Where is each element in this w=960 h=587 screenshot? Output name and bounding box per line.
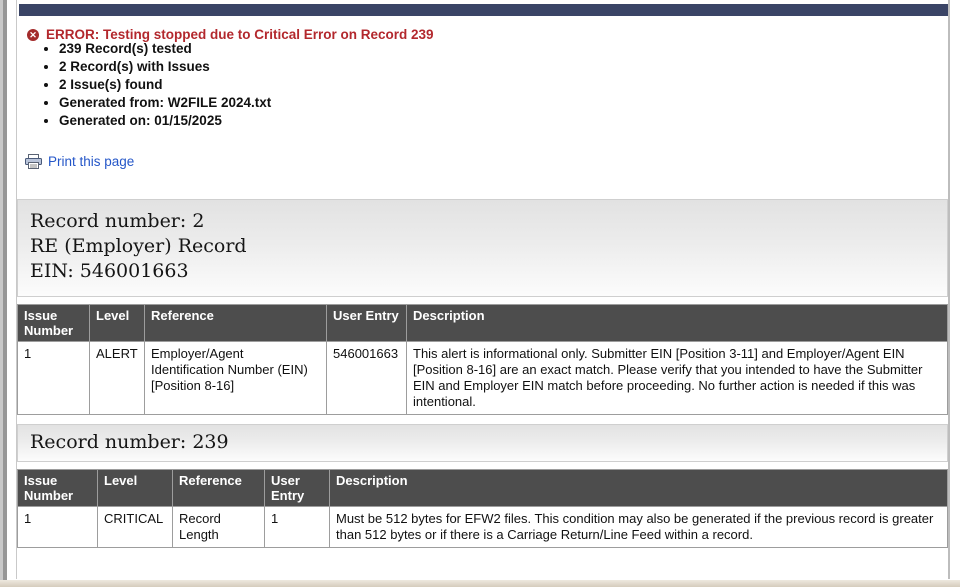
column-header-issue-number: Issue Number bbox=[18, 305, 90, 342]
table-row bbox=[18, 342, 948, 415]
header-accent-bar bbox=[19, 4, 948, 16]
record-type-line: RE (Employer) Record bbox=[30, 235, 247, 257]
cell-level: CRITICAL bbox=[98, 507, 173, 548]
cell-user-entry: 546001663 bbox=[327, 342, 407, 415]
record-239-issues-table bbox=[17, 469, 948, 548]
file-info-list bbox=[17, 96, 948, 128]
printer-icon[interactable] bbox=[25, 154, 42, 169]
cell-description: Must be 512 bytes for EFW2 files. This condition may also be generated if the previous record is greater than 512 bytes or if there is a Carriage Return/Line Feed within a record. bbox=[330, 507, 948, 548]
window-bottom-strip bbox=[0, 580, 960, 587]
circle-x-icon: ✕ bbox=[27, 29, 39, 41]
summary-records-with-issues: • 2 Record(s) with Issues bbox=[59, 60, 948, 74]
column-header-issue-number: Issue Number bbox=[18, 470, 98, 507]
cell-reference: Record Length bbox=[173, 507, 265, 548]
cell-level: ALERT bbox=[90, 342, 145, 415]
summary-list bbox=[17, 42, 948, 92]
column-header-reference: Reference bbox=[173, 470, 265, 507]
error-banner-text: ERROR: Testing stopped due to Critical Error on Record 239 bbox=[46, 27, 434, 42]
summary-issues-found: • 2 Issue(s) found bbox=[59, 78, 948, 92]
column-header-level: Level bbox=[98, 470, 173, 507]
record-239-heading bbox=[17, 424, 948, 462]
column-header-user-entry: User Entry bbox=[327, 305, 407, 342]
print-row bbox=[25, 154, 948, 169]
cell-issue-number: 1 bbox=[18, 507, 98, 548]
error-banner bbox=[27, 27, 948, 42]
generated-on: • Generated on: 01/15/2025 bbox=[59, 114, 948, 128]
page-left-edge-line bbox=[16, 0, 17, 579]
column-header-level: Level bbox=[90, 305, 145, 342]
record-number-line: Record number: 2 bbox=[30, 210, 205, 232]
cell-issue-number: 1 bbox=[18, 342, 90, 415]
table-header-row bbox=[18, 305, 948, 342]
column-header-description: Description bbox=[407, 305, 948, 342]
print-this-page-link[interactable]: Print this page bbox=[48, 154, 135, 169]
record-2-heading bbox=[17, 199, 948, 297]
column-header-reference: Reference bbox=[145, 305, 327, 342]
record-2-issues-table bbox=[17, 304, 948, 415]
report-content bbox=[17, 4, 948, 548]
table-row bbox=[18, 507, 948, 548]
window-right-border bbox=[948, 0, 950, 579]
record-ein-line: EIN: 546001663 bbox=[30, 260, 189, 282]
window-left-border-inner bbox=[3, 0, 7, 587]
cell-description: This alert is informational only. Submitter EIN [Position 3-11] and Employer/Agent EIN [Position 8-16] are an exact match. Please verify that you intended to have the Submitter EIN and Employer EIN match before proceeding. No further action is needed if this was intentional. bbox=[407, 342, 948, 415]
record-number-line: Record number: 239 bbox=[30, 431, 229, 453]
cell-user-entry: 1 bbox=[265, 507, 330, 548]
generated-from: • Generated from: W2FILE 2024.txt bbox=[59, 96, 948, 110]
column-header-user-entry: User Entry bbox=[265, 470, 330, 507]
column-header-description: Description bbox=[330, 470, 948, 507]
table-header-row bbox=[18, 470, 948, 507]
cell-reference: Employer/Agent Identification Number (EIN) [Position 8-16] bbox=[145, 342, 327, 415]
summary-records-tested: • 239 Record(s) tested bbox=[59, 42, 948, 56]
